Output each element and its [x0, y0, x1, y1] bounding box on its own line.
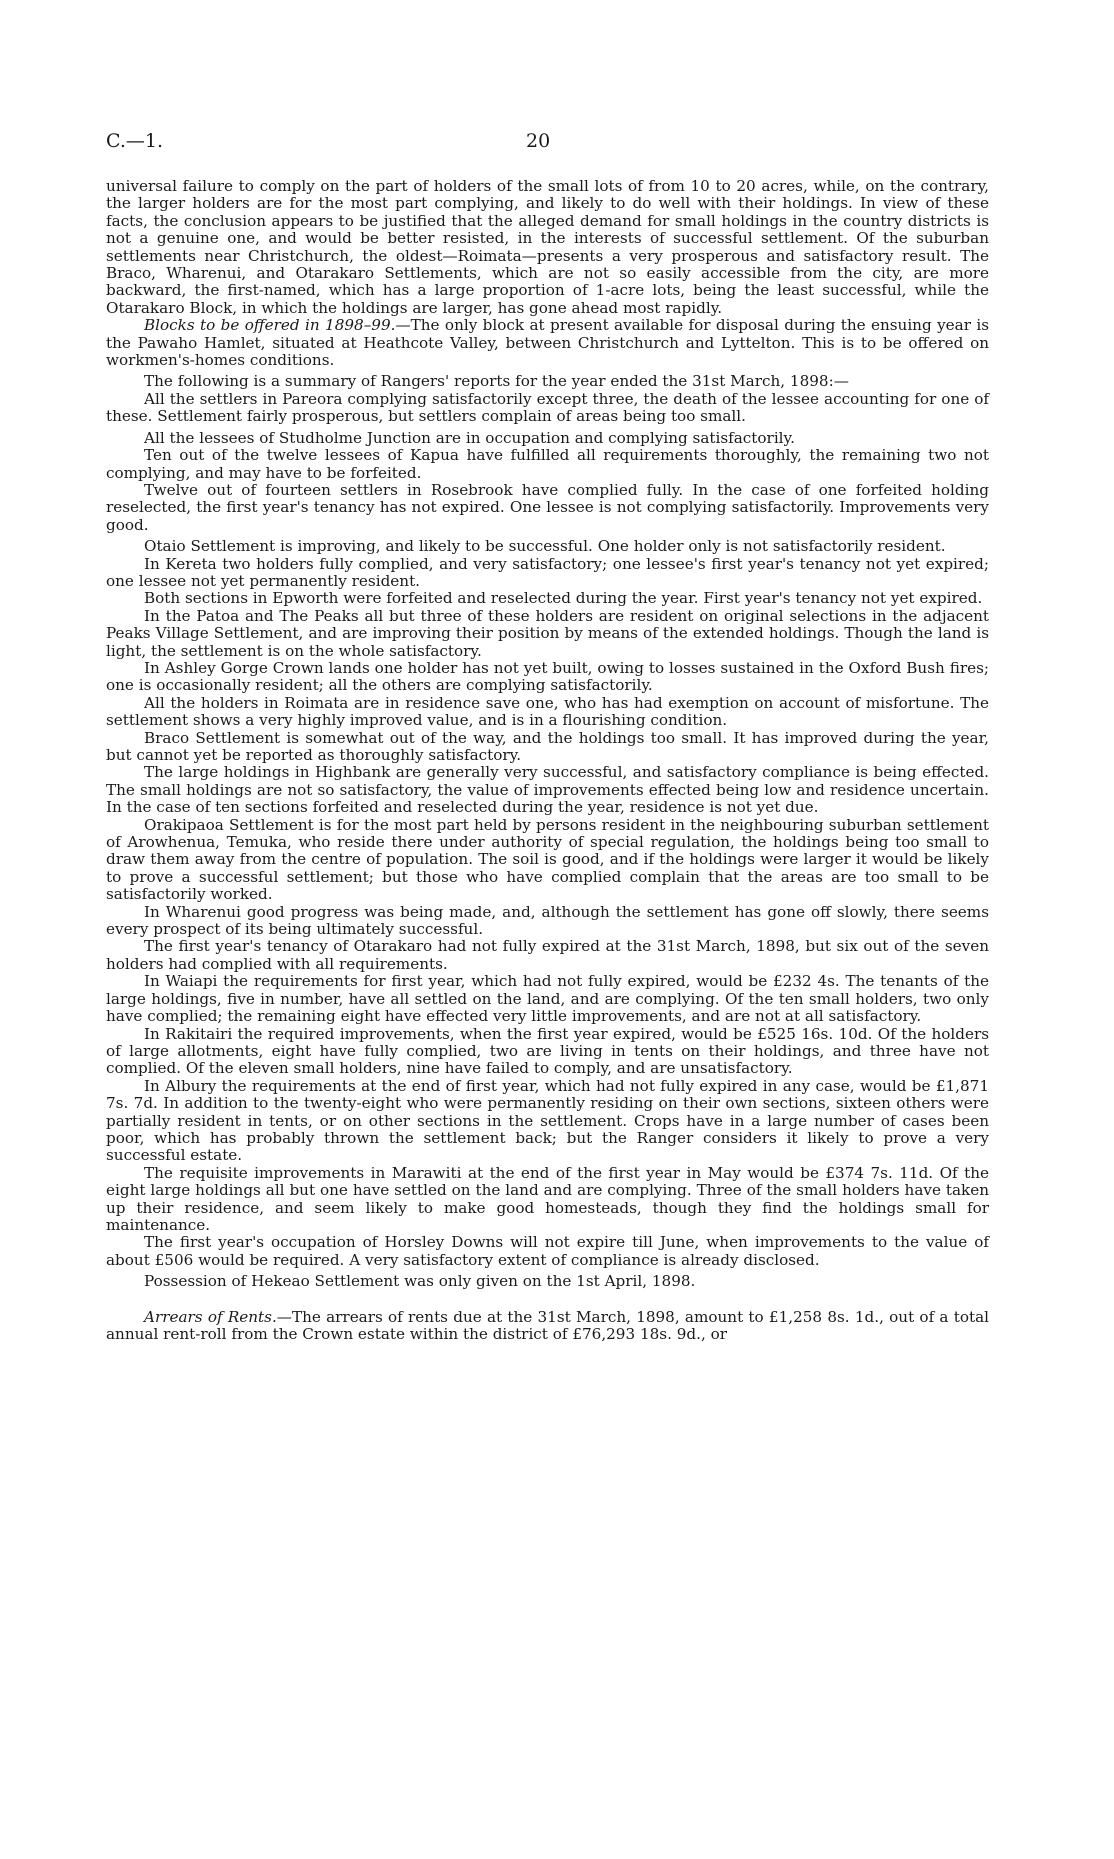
paragraph: The following is a summary of Rangers' reports for the year ended the 31st March, 1898:— [144, 372, 849, 391]
paragraph-arrears: Arrears of Rents.—The arrears of rents due at the 31st March, 1898, amount to £1,258 8s. 1d., out of a total annual rent-roll from the Crown estate within the district of £76,293 18s. 9d., or [106, 1307, 990, 1343]
section-heading: Blocks to be offered in 1898–99. [144, 316, 396, 335]
paragraph: Orakipaoa Settlement is for the most part held by persons resident in the neighbouring suburban settlement of Arowhenua, Temuka, who reside there under authority of special regulation, the holdings being too small to draw them away from the centre of population. The soil is good, and if the holdings were larger it would be likely to prove a successful settlement; but those who have complied complain that the areas are too small to be satisfactorily worked. [106, 815, 989, 904]
paragraph: Ten out of the twelve lessees of Kapua have fulfilled all requirements thoroughly, the remaining two not complying, and may have to be forfeited. [106, 446, 989, 482]
paragraph: Braco Settlement is somewhat out of the way, and the holdings too small. It has improved during the year, but cannot yet be reported as thoroughly satisfactory. [106, 728, 989, 764]
paragraph: In the Patoa and The Peaks all but three of these holders are resident on original selections in the adjacent Peaks Village Settlement, and are improving their position by means of the extended holdings. Though the land is light, the settlement is on the whole satisfactory. [106, 606, 989, 660]
paragraph: universal failure to comply on the part of holders of the small lots of from 10 to 20 acres, while, on the contrary, the larger holders are for the most part complying, and likely to do well with their holdings. In view of these facts, the conclusion appears to be justified that the alleged demand for small holdings in the country districts is not a genuine one, and would be better resisted, in the interests of successful settlement. Of the suburban settlements near Christchurch, the oldest—Roimata—presents a very prosperous and satisfactory result. The Braco, Wharenui, and Otarakaro Settlements, which are not so easily accessible from the city, are more backward, the first-named, which has a large proportion of 1-acre lots, being the least successful, while the Otarakaro Block, in which the holdings are larger, has gone ahead most rapidly. [106, 177, 989, 317]
body-text [106, 178, 989, 1343]
paragraph: All the lessees of Studholme Junction are in occupation and complying satisfactorily. [144, 428, 795, 447]
paragraph: In Wharenui good progress was being made, and, although the settlement has gone off slowly, there seems every prospect of its being ultimately successful. [106, 902, 989, 939]
section-heading: Arrears of Rents. [144, 1307, 277, 1326]
paragraph: The large holdings in Highbank are generally very successful, and satisfactory compliance is being effected. The small holdings are not so satisfactory, the value of improvements effected being low and residence uncertain. In the case of ten sections forfeited and reselected during the year, residence is not yet due. [106, 763, 989, 817]
paragraph: All the settlers in Pareora complying satisfactorily except three, the death of the lessee accounting for one of these. Settlement fairly prosperous, but settlers complain of areas being too small. [106, 389, 989, 426]
page-number: 20 [526, 130, 551, 152]
document-page [106, 130, 989, 1343]
paragraph: The first year's tenancy of Otarakaro had not fully expired at the 31st March, 1898, but six out of the seven holders had complied with all requirements. [106, 937, 989, 973]
paragraph: Otaio Settlement is improving, and likely to be successful. One holder only is not satisfactorily resident. [144, 537, 946, 556]
paragraph: Possession of Hekeao Settlement was only given on the 1st April, 1898. [144, 1272, 696, 1291]
paragraph-blocks-offered: Blocks to be offered in 1898–99.—The only block at present available for disposal during the ensuing year is the Pawaho Hamlet, situated at Heathcote Valley, between Christchurch and Lyttelton. This is to be offered on workmen's-homes conditions. [106, 316, 989, 370]
paragraph: The requisite improvements in Marawiti at the end of the first year in May would be £374 7s. 11d. Of the eight large holdings all but one have settled on the land and are complying. Three of the small holders have taken up their residence, and seem likely to make good homesteads, though they find the holdings small for maintenance. [106, 1163, 989, 1234]
paragraph: In Albury the requirements at the end of first year, which had not fully expired in any case, would be £1,871 7s. 7d. In addition to the twenty-eight who were permanently residing on their own sections, sixteen others were partially resident in tents, or on other sections in the settlement. Crops have in a large number of cases been poor, which has probably thrown the settlement back; but the Ranger considers it likely to prove a very successful estate. [106, 1076, 989, 1165]
paragraph: Twelve out of fourteen settlers in Rosebrook have complied fully. In the case of one forfeited holding reselected, the first year's tenancy has not expired. One lessee is not complying satisfactorily. Improvements very good. [106, 480, 989, 534]
paragraph: All the holders in Roimata are in residence save one, who has had exemption on account of misfortune. The settlement shows a very highly improved value, and is in a flourishing condition. [106, 693, 989, 730]
paragraph: In Waiapi the requirements for first year, which had not fully expired, would be £232 4s. The tenants of the large holdings, five in number, have all settled on the land, and are complying. Of the ten small holders, two only have complied; the remaining eight have effected very little improvements, and are not at all satisfactory. [106, 972, 989, 1026]
paragraph: Both sections in Epworth were forfeited and reselected during the year. First year's tenancy not yet expired. [144, 589, 983, 608]
report-code: C.—1. [106, 130, 164, 152]
paragraph: The first year's occupation of Horsley Downs will not expire till June, when improvements to the value of about £506 would be required. A very satisfactory extent of compliance is already disclosed. [106, 1233, 989, 1269]
paragraph: In Ashley Gorge Crown lands one holder has not yet built, owing to losses sustained in the Oxford Bush fires; one is occasionally resident; all the others are complying satisfactorily. [106, 658, 989, 695]
paragraph: In Rakitairi the required improvements, when the first year expired, would be £525 16s. 10d. Of the holders of large allotments, eight have fully complied, two are living in tents on their holdings, and three have not complied. Of the eleven small holders, nine have failed to comply, and are unsatisfactory. [106, 1024, 989, 1078]
paragraph: In Kereta two holders fully complied, and very satisfactory; one lessee's first year's tenancy not yet expired; one lessee not yet permanently resident. [106, 554, 989, 590]
page-header [106, 130, 989, 160]
